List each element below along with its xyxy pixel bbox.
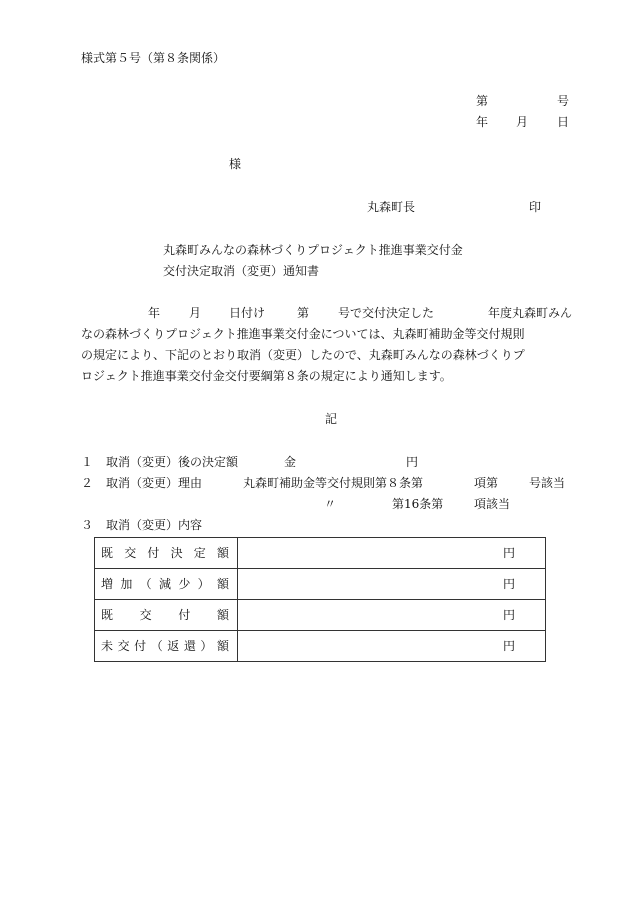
body-line-2: なの森林づくりプロジェクト推進事業交付金については、丸森町補助金等交付規則 bbox=[81, 327, 525, 341]
item2-label: 取消（変更）理由 bbox=[106, 476, 203, 490]
seal-mark: 印 bbox=[529, 200, 542, 214]
date-year: 年 bbox=[476, 115, 489, 129]
row-label-ungranted-return: 未 交 付 （ 返 還 ） 額 bbox=[95, 631, 238, 662]
yen-unit: 円 bbox=[502, 546, 515, 560]
item2-gou: 号該当 bbox=[529, 476, 566, 490]
yen-unit: 円 bbox=[502, 577, 515, 591]
amount-table bbox=[94, 537, 546, 662]
ki-heading: 記 bbox=[325, 412, 338, 426]
document-title-line2: 交付決定取消（変更）通知書 bbox=[163, 264, 320, 278]
table-row bbox=[95, 569, 546, 600]
body-month: 月 bbox=[189, 306, 202, 320]
body-year: 年 bbox=[148, 306, 161, 320]
body-line-4: ロジェクト推進事業交付金交付要綱第８条の規定により通知します。 bbox=[81, 369, 452, 383]
body-go-decided: 号で交付決定した bbox=[338, 306, 435, 320]
item2-number: ２ bbox=[81, 476, 94, 490]
row-label-already-granted: 既 交 付 額 bbox=[95, 600, 238, 631]
amount-cell-existing-grant bbox=[238, 538, 546, 569]
yen-unit: 円 bbox=[502, 608, 515, 622]
amount-cell-already-granted bbox=[238, 600, 546, 631]
item1-number: １ bbox=[81, 455, 94, 469]
item1-label: 取消（変更）後の決定額 bbox=[106, 455, 239, 469]
row-label-increase-decrease: 増 加 （ 減 少 ） 額 bbox=[95, 569, 238, 600]
table-row bbox=[95, 600, 546, 631]
doc-number-dai: 第 bbox=[476, 94, 489, 108]
item2-kou-gaitou: 項該当 bbox=[474, 497, 511, 511]
item1-yen: 円 bbox=[406, 455, 419, 469]
body-dai: 第 bbox=[297, 306, 310, 320]
document-title-line1: 丸森町みんなの森林づくりプロジェクト推進事業交付金 bbox=[163, 243, 463, 257]
yen-unit: 円 bbox=[502, 639, 515, 653]
body-fiscal-year: 年度丸森町みん bbox=[488, 306, 573, 320]
date-month: 月 bbox=[516, 115, 529, 129]
doc-number-go: 号 bbox=[557, 94, 570, 108]
addressee-sama: 様 bbox=[229, 157, 242, 171]
date-day: 日 bbox=[557, 115, 570, 129]
table-row bbox=[95, 538, 546, 569]
item2-rule16: 第16条第 bbox=[392, 497, 444, 511]
form-number: 様式第５号（第８条関係） bbox=[81, 51, 226, 65]
table-row bbox=[95, 631, 546, 662]
item3-number: ３ bbox=[81, 518, 94, 532]
item3-label: 取消（変更）内容 bbox=[106, 518, 203, 532]
item2-rule: 丸森町補助金等交付規則第８条第 bbox=[243, 476, 424, 490]
sender-title: 丸森町長 bbox=[367, 200, 416, 214]
row-label-existing-grant: 既 交 付 決 定 額 bbox=[95, 538, 238, 569]
amount-cell-ungranted-return bbox=[238, 631, 546, 662]
body-line-3: の規定により、下記のとおり取消（変更）したので、丸森町みんなの森林づくりプ bbox=[81, 348, 525, 362]
body-dated: 日付け bbox=[229, 306, 266, 320]
item2-kou: 項第 bbox=[474, 476, 499, 490]
item1-kin: 金 bbox=[284, 455, 297, 469]
item2-ditto-mark: 〃 bbox=[324, 497, 337, 511]
amount-cell-increase-decrease bbox=[238, 569, 546, 600]
